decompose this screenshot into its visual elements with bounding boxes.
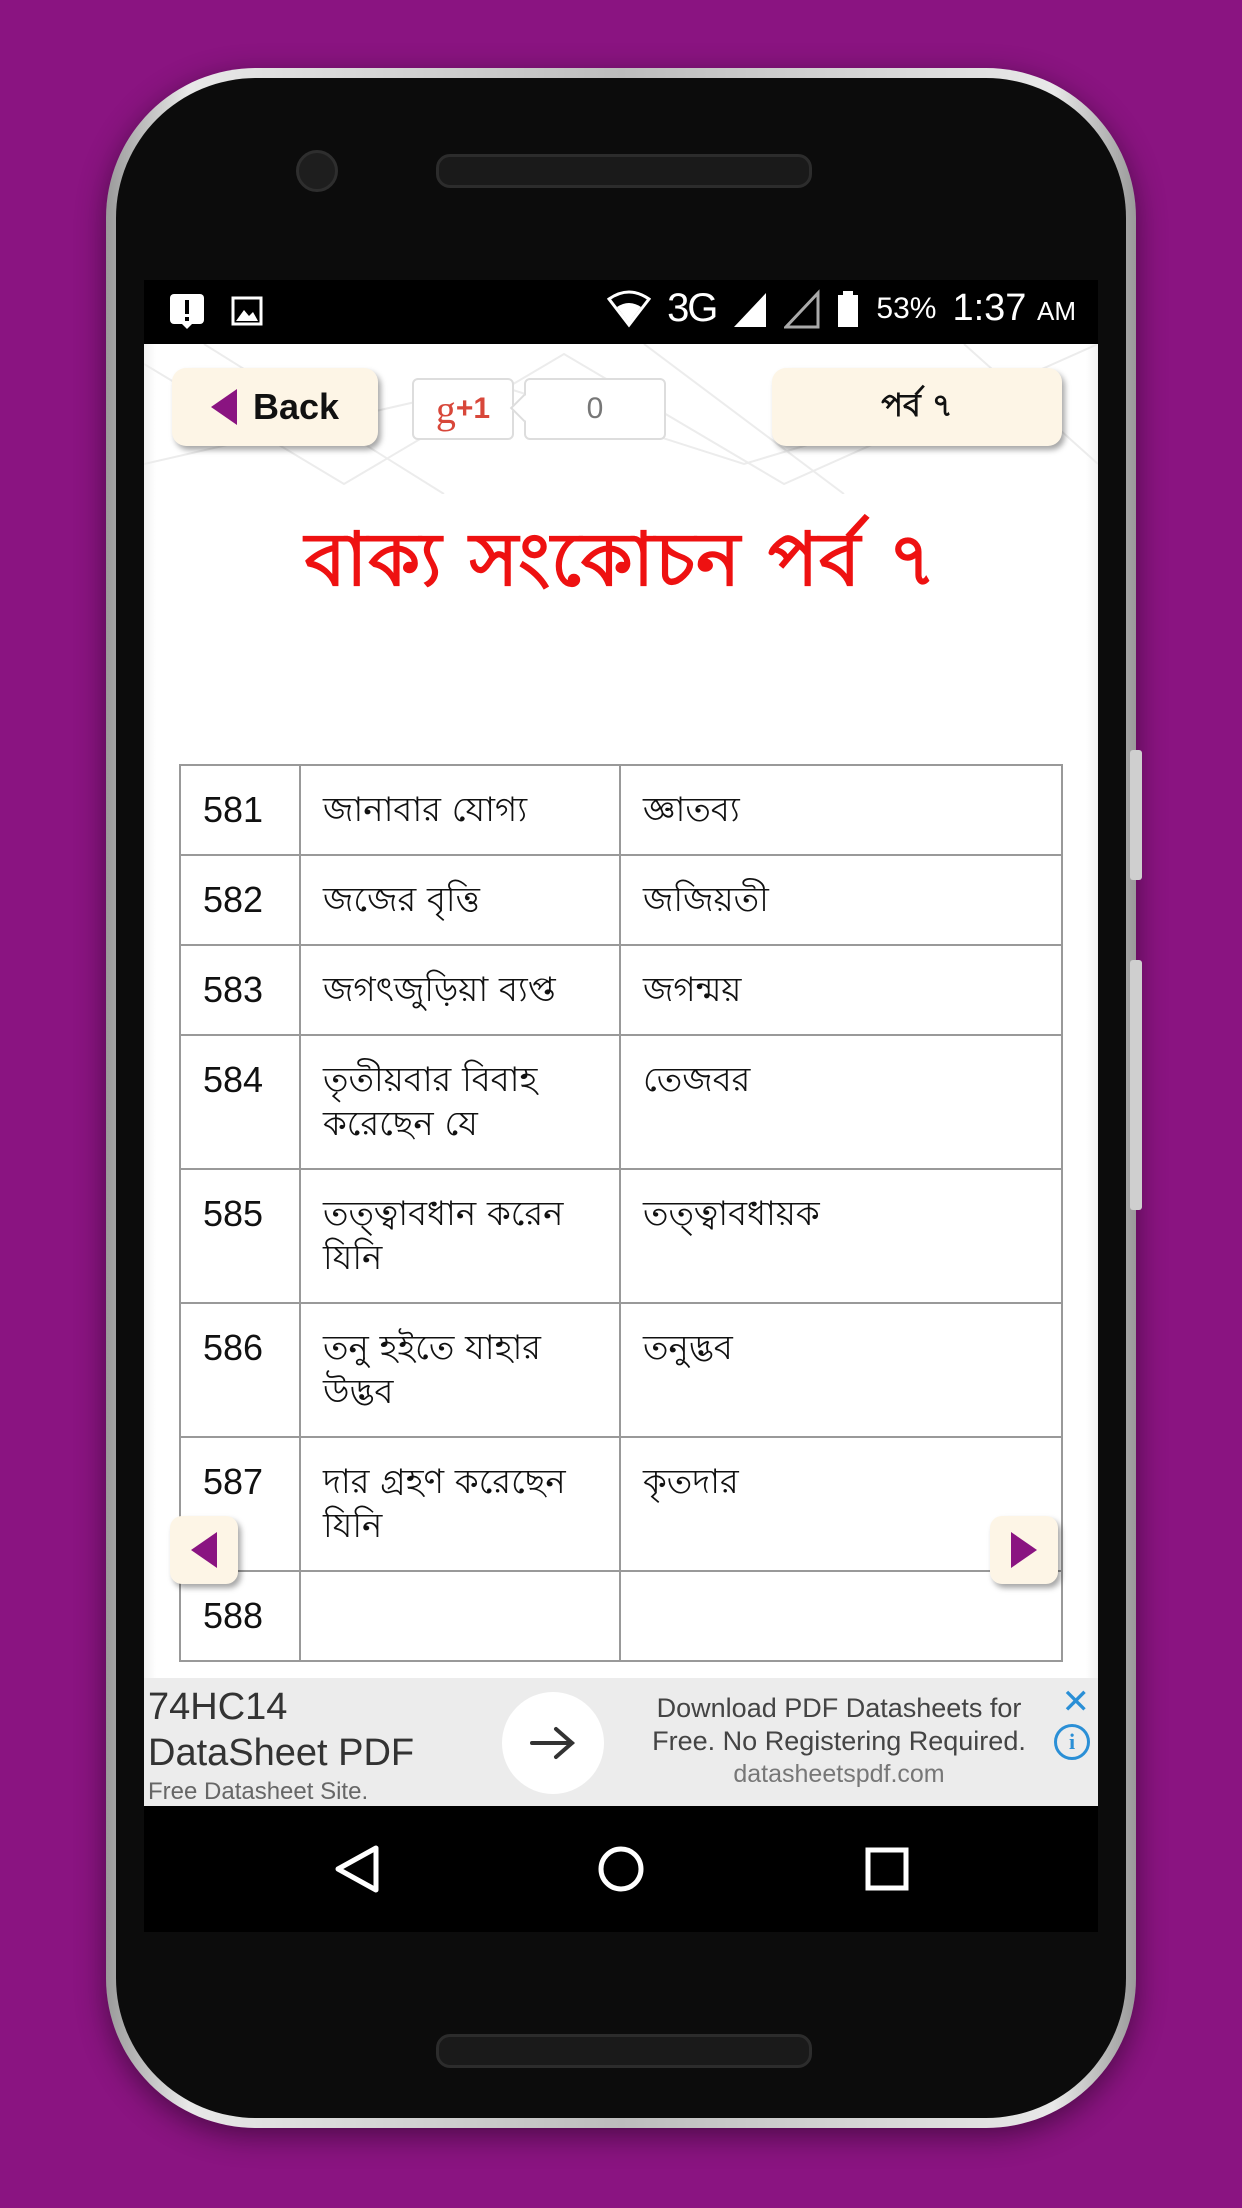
ad-subtitle: Free Datasheet Site. [148,1778,369,1805]
bottom-speaker [436,2034,812,2068]
previous-arrow-icon [191,1532,217,1568]
table-row [180,1303,1062,1437]
battery-icon [836,289,860,329]
row-number: 583 [180,945,300,1035]
network-type: 3G [667,286,717,330]
navigation-bar [144,1806,1098,1932]
ad-title-line2: DataSheet PDF [148,1732,415,1774]
row-number: 585 [180,1169,300,1303]
table-row [180,1169,1062,1303]
next-button[interactable] [990,1516,1058,1584]
battery-percent: 53% [876,291,937,325]
row-phrase: দার গ্রহণ করেছেন যিনি [300,1437,620,1571]
nav-back-icon[interactable] [332,1844,382,1894]
row-word: জ্ঞাতব্য [620,765,1062,855]
wifi-icon [607,289,651,329]
content-area[interactable] [144,344,1098,1678]
row-number: 588 [180,1571,300,1661]
previous-button[interactable] [170,1516,238,1584]
nav-home-icon[interactable] [596,1844,646,1894]
table-row [180,1035,1062,1169]
table-row [180,765,1062,855]
part-button-label: পর্ব ৭ [881,386,953,424]
row-word: জজিয়তী [620,855,1062,945]
side-button-upper [1130,750,1142,880]
arrow-right-icon [528,1723,578,1763]
ad-title [148,1684,414,1776]
part-button[interactable] [772,368,1062,446]
back-arrow-icon [211,389,237,425]
front-camera [296,150,338,192]
row-number: 584 [180,1035,300,1169]
table-row [180,1571,1062,1661]
side-button-volume [1130,960,1142,1210]
row-number: 581 [180,765,300,855]
nav-recents-icon[interactable] [862,1844,912,1894]
word-table [179,764,1063,1662]
table-row [180,855,1062,945]
google-plus-count: 0 [524,378,666,440]
back-button[interactable] [172,368,378,446]
ad-banner[interactable] [144,1678,1098,1806]
ad-domain: datasheetspdf.com [733,1760,945,1788]
ad-title-line1: 74HC14 [148,1686,288,1728]
row-number: 582 [180,855,300,945]
ad-close-icon[interactable]: ✕ [1061,1683,1090,1721]
row-word [620,1571,1062,1661]
back-button-label: Back [252,386,340,427]
google-plus-label: +1 [455,392,491,425]
table-row [180,1437,1062,1571]
row-word: জগন্ময় [620,945,1062,1035]
clock [952,287,1076,330]
row-phrase [300,1571,620,1661]
screen [144,280,1098,1932]
row-phrase: তত্ত্বাবধান করেন যিনি [300,1169,620,1303]
signal-empty-icon [784,289,820,329]
clock-ampm: AM [1037,296,1076,326]
row-word: তেজবর [620,1035,1062,1169]
ad-info-icon[interactable]: i [1054,1724,1090,1760]
row-phrase: জানাবার যোগ্য [300,765,620,855]
google-plus-one-button[interactable]: g +1 [412,378,514,440]
status-bar [144,280,1098,344]
row-phrase: জগৎজুড়িয়া ব্যপ্ত [300,945,620,1035]
row-word: তত্ত্বাবধায়ক [620,1169,1062,1303]
ad-go-button[interactable] [502,1692,604,1794]
next-arrow-icon [1011,1532,1037,1568]
row-phrase: জজের বৃত্তি [300,855,620,945]
clock-time: 1:37 [952,287,1027,329]
ad-description: Download PDF Datasheets for Free. No Registering Required. [652,1693,1026,1756]
top-speaker [436,154,812,188]
signal-icon [732,289,768,329]
row-number: 587 [180,1437,300,1571]
page-title: বাক্য সংকোচন পর্ব ৭ [304,517,938,603]
row-word: তনুদ্ভব [620,1303,1062,1437]
row-number: 586 [180,1303,300,1437]
row-word: কৃতদার [620,1437,1062,1571]
image-notification-icon [228,292,266,330]
row-phrase: তনু হইতে যাহার উদ্ভব [300,1303,620,1437]
row-phrase: তৃতীয়বার বিবাহ করেছেন যে [300,1035,620,1169]
alert-notification-icon [168,292,206,330]
table-row [180,945,1062,1035]
